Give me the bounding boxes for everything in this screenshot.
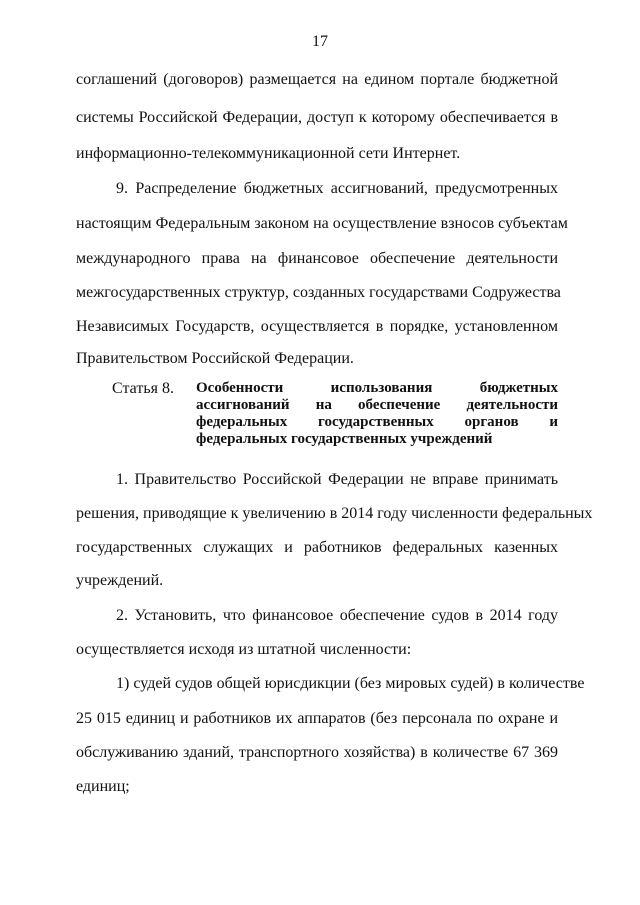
- text-line: Правительством Российской Федерации.: [76, 350, 354, 367]
- text-line: 2. Установить, что финансовое обеспечение судов в 2014 году: [116, 607, 558, 624]
- text-line: осуществляется исходя из штатной численности:: [76, 641, 412, 658]
- text-line: Независимых Государств, осуществляется в порядке, установленном: [76, 318, 558, 335]
- text-line: 1. Правительство Российской Федерации не вправе принимать: [116, 471, 558, 488]
- article-title-line: Особенности использования бюджетных: [196, 380, 558, 396]
- text-line: межгосударственных структур, созданных государствами Содружества: [76, 284, 561, 301]
- text-line: системы Российской Федерации, доступ к которому обеспечивается в: [76, 109, 558, 126]
- article-title: [196, 380, 558, 448]
- text-line: единиц;: [76, 778, 130, 795]
- text-line: информационно-телекоммуникационной сети Интернет.: [76, 145, 461, 162]
- text-line: 25 015 единиц и работников их аппаратов (без персонала по охране и: [76, 710, 558, 727]
- text-line: 9. Распределение бюджетных ассигнований, предусмотренных: [116, 180, 558, 197]
- article-title-line: федеральных государственных органов и: [196, 414, 558, 430]
- text-line: международного права на финансовое обеспечение деятельности: [76, 250, 558, 267]
- text-line: обслуживанию зданий, транспортного хозяйства) в количестве 67 369: [76, 744, 558, 761]
- article-title-line: ассигнований на обеспечение деятельности: [196, 397, 558, 413]
- text-line: настоящим Федеральным законом на осуществление взносов субъектам: [76, 215, 568, 232]
- article-title-line: федеральных государственных учреждений: [196, 431, 493, 447]
- text-line: соглашений (договоров) размещается на едином портале бюджетной: [76, 71, 558, 88]
- text-line: решения, приводящие к увеличению в 2014 году численности федеральных: [76, 505, 593, 522]
- article-label: Статья 8.: [112, 380, 174, 397]
- text-line: учреждений.: [76, 572, 164, 589]
- text-line: государственных служащих и работников федеральных казенных: [76, 539, 558, 556]
- page-number: 17: [312, 33, 328, 50]
- text-line: 1) судей судов общей юрисдикции (без мировых судей) в количестве: [116, 675, 585, 692]
